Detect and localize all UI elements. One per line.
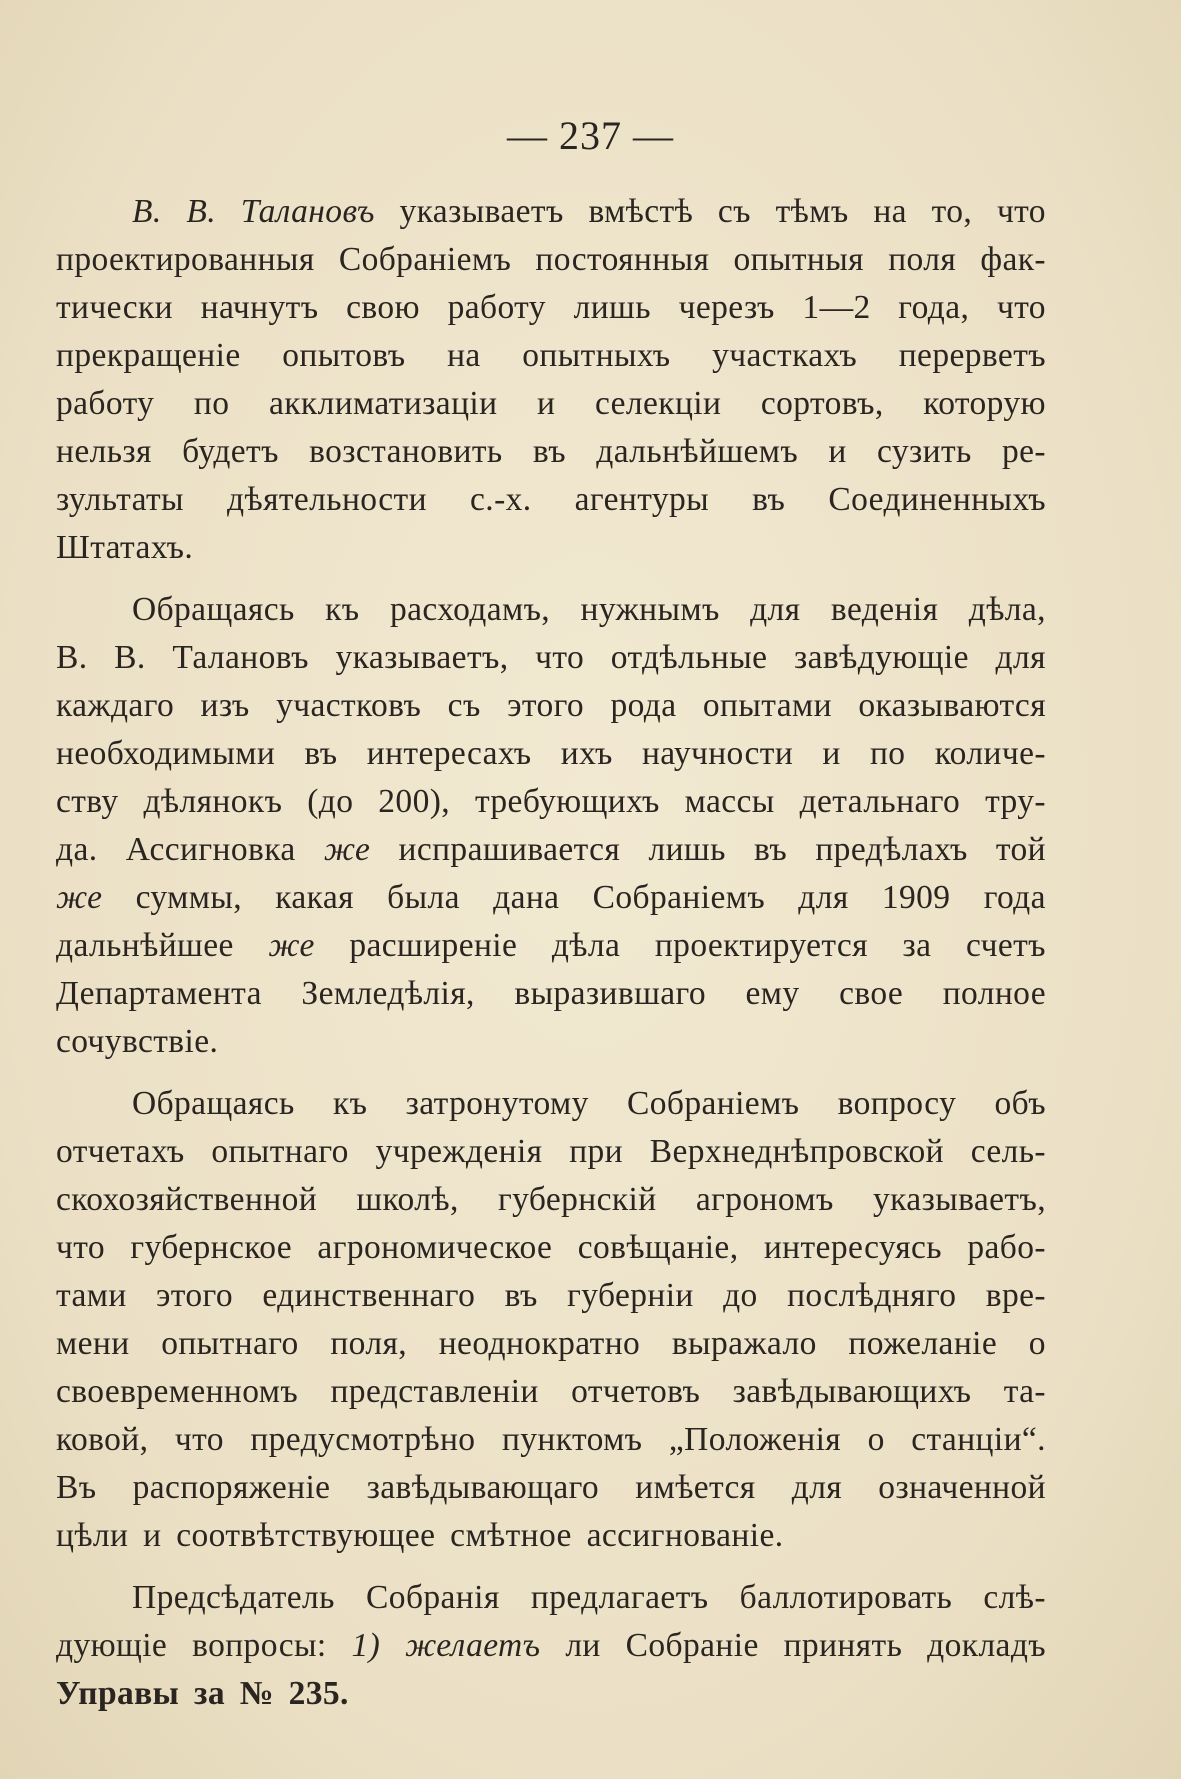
text-line: да. Ассигновка же испрашивается лишь въ предѣлахъ той (56, 831, 1046, 868)
text-line: нельзя будетъ возстановить въ дальнѣйшемъ и сузить ре- (56, 433, 1046, 470)
text-line: Въ распоряженіе завѣдывающаго имѣется для означенной (56, 1469, 1046, 1506)
body-text (56, 188, 1046, 1718)
text-line: зультаты дѣятельности с.-х. агентуры въ Соединенныхъ (56, 481, 1046, 518)
text-line: В. В. Талановъ указываетъ вмѣстѣ съ тѣмъ на то, что (132, 193, 1046, 230)
text-line: Департамента Земледѣлія, выразившаго ему свое полное (56, 975, 1046, 1012)
text-line: Обращаясь къ затронутому Собраніемъ вопросу объ (132, 1085, 1046, 1122)
text-line: Штатахъ. (56, 529, 194, 566)
paragraph (56, 188, 1046, 572)
text-line: же суммы, какая была дана Собраніемъ для 1909 года (56, 879, 1046, 916)
text-line: ству дѣлянокъ (до 200), требующихъ массы детальнаго тру- (56, 783, 1046, 820)
text-line: дующіе вопросы: 1) желаетъ ли Собраніе принять докладъ (56, 1627, 1046, 1664)
text-line: Управы за № 235. (56, 1675, 349, 1712)
text-line: отчетахъ опытнаго учрежденія при Верхнеднѣпровской сель- (56, 1133, 1046, 1170)
paragraph-gap (56, 1560, 1046, 1574)
text-line: что губернское агрономическое совѣщаніе, интересуясь рабо- (56, 1229, 1046, 1266)
text-line: тами этого единственнаго въ губерніи до послѣдняго вре- (56, 1277, 1046, 1314)
paragraph (56, 1080, 1046, 1560)
text-line: работу по акклиматизаціи и селекціи сортовъ, которую (56, 385, 1046, 422)
text-line: цѣли и соотвѣтствующее смѣтное ассигнованіе. (56, 1517, 784, 1554)
paragraph (56, 1574, 1046, 1718)
text-line: проектированныя Собраніемъ постоянныя опытныя поля фак- (56, 241, 1046, 278)
paragraph (56, 586, 1046, 1066)
page-number: — 237 — (507, 113, 674, 158)
paragraph-gap (56, 572, 1046, 586)
text-line: дальнѣйшее же расширеніе дѣла проектируется за счетъ (56, 927, 1046, 964)
text-line: необходимыми въ интересахъ ихъ научности и по количе- (56, 735, 1046, 772)
text-line: скохозяйственной школѣ, губернскій агрономъ указываетъ, (56, 1181, 1046, 1218)
text-line: Обращаясь къ расходамъ, нужнымъ для веденія дѣла, (132, 591, 1046, 628)
text-line: тически начнутъ свою работу лишь черезъ 1—2 года, что (56, 289, 1046, 326)
text-line: В. В. Талановъ указываетъ, что отдѣльные завѣдующіе для (56, 639, 1046, 676)
text-line: сочувствіе. (56, 1023, 219, 1060)
text-line: ковой, что предусмотрѣно пунктомъ „Положенія о станціи“. (56, 1421, 1046, 1458)
paragraph-gap (56, 1066, 1046, 1080)
text-line: Предсѣдатель Собранія предлагаетъ баллотировать слѣ- (132, 1579, 1046, 1616)
text-line: прекращеніе опытовъ на опытныхъ участкахъ перерветъ (56, 337, 1046, 374)
text-line: своевременномъ представленіи отчетовъ завѣдывающихъ та- (56, 1373, 1046, 1410)
text-line: мени опытнаго поля, неоднократно выражало пожеланіе о (56, 1325, 1046, 1362)
text-line: каждаго изъ участковъ съ этого рода опытами оказываются (56, 687, 1046, 724)
